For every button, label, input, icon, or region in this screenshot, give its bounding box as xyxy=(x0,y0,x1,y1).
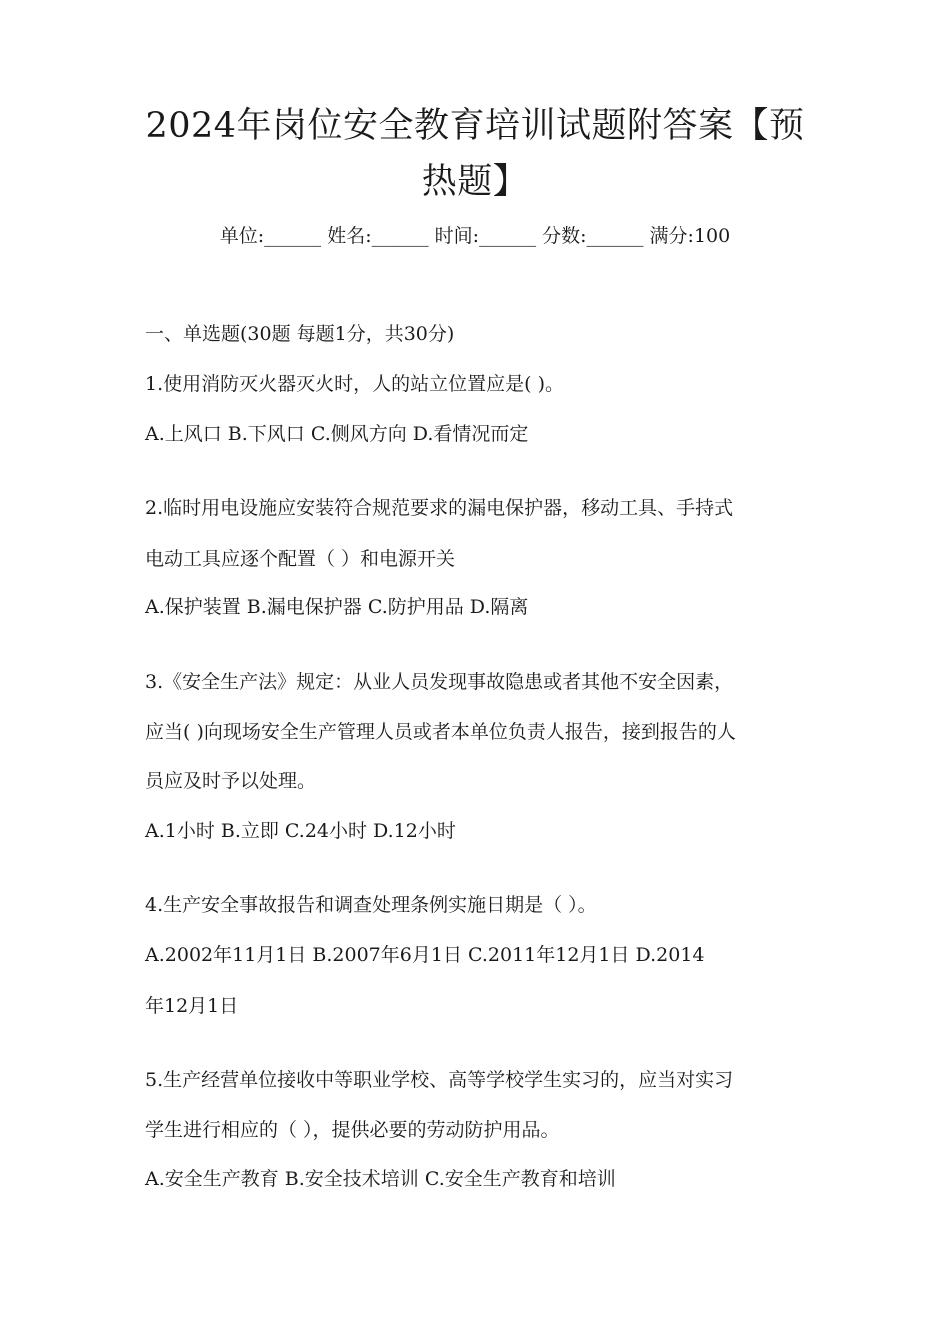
question-4-options-line-2: 年12月1日 xyxy=(145,995,239,1017)
question-3-options: A.1小时 B.立即 C.24小时 D.12小时 xyxy=(145,820,456,842)
question-5-text-line-1: 5.生产经营单位接收中等职业学校、高等学校学生实习的，应当对实习 xyxy=(145,1069,734,1091)
question-4-options-line-1: A.2002年11月1日 B.2007年6月1日 C.2011年12月1日 D.2014 xyxy=(145,944,705,966)
question-1-text: 1.使用消防灭火器灭火时，人的站立位置应是( )。 xyxy=(145,373,564,395)
title-line-2: 热题】 xyxy=(421,162,529,202)
question-2-text-line-2: 电动工具应逐个配置（ ）和电源开关 xyxy=(145,548,456,570)
document-title xyxy=(120,98,830,210)
title-line-1: 2024年岗位安全教育培训试题附答案【预 xyxy=(145,106,805,146)
section-heading: 一、单选题(30题 每题1分，共30分) xyxy=(145,323,455,345)
question-2-text-line-1: 2.临时用电设施应安装符合规范要求的漏电保护器，移动工具、手持式 xyxy=(145,497,734,519)
exam-info-line: 单位:______ 姓名:______ 时间:______ 分数:______ 满分:100 xyxy=(219,225,731,247)
question-1-options: A.上风口 B.下风口 C.侧风方向 D.看情况而定 xyxy=(145,423,529,445)
question-5-options: A.安全生产教育 B.安全技术培训 C.安全生产教育和培训 xyxy=(145,1168,616,1190)
question-3-text-line-3: 员应及时予以处理。 xyxy=(145,770,317,792)
question-4-text: 4.生产安全事故报告和调查处理条例实施日期是（ ）。 xyxy=(145,894,597,916)
question-2-options: A.保护装置 B.漏电保护器 C.防护用品 D.隔离 xyxy=(145,596,529,618)
question-3-text-line-2: 应当( )向现场安全生产管理人员或者本单位负责人报告，接到报告的人 xyxy=(145,721,736,743)
question-3-text-line-1: 3.《安全生产法》规定：从业人员发现事故隐患或者其他不安全因素， xyxy=(145,671,734,693)
question-5-text-line-2: 学生进行相应的（ ），提供必要的劳动防护用品。 xyxy=(145,1119,560,1141)
